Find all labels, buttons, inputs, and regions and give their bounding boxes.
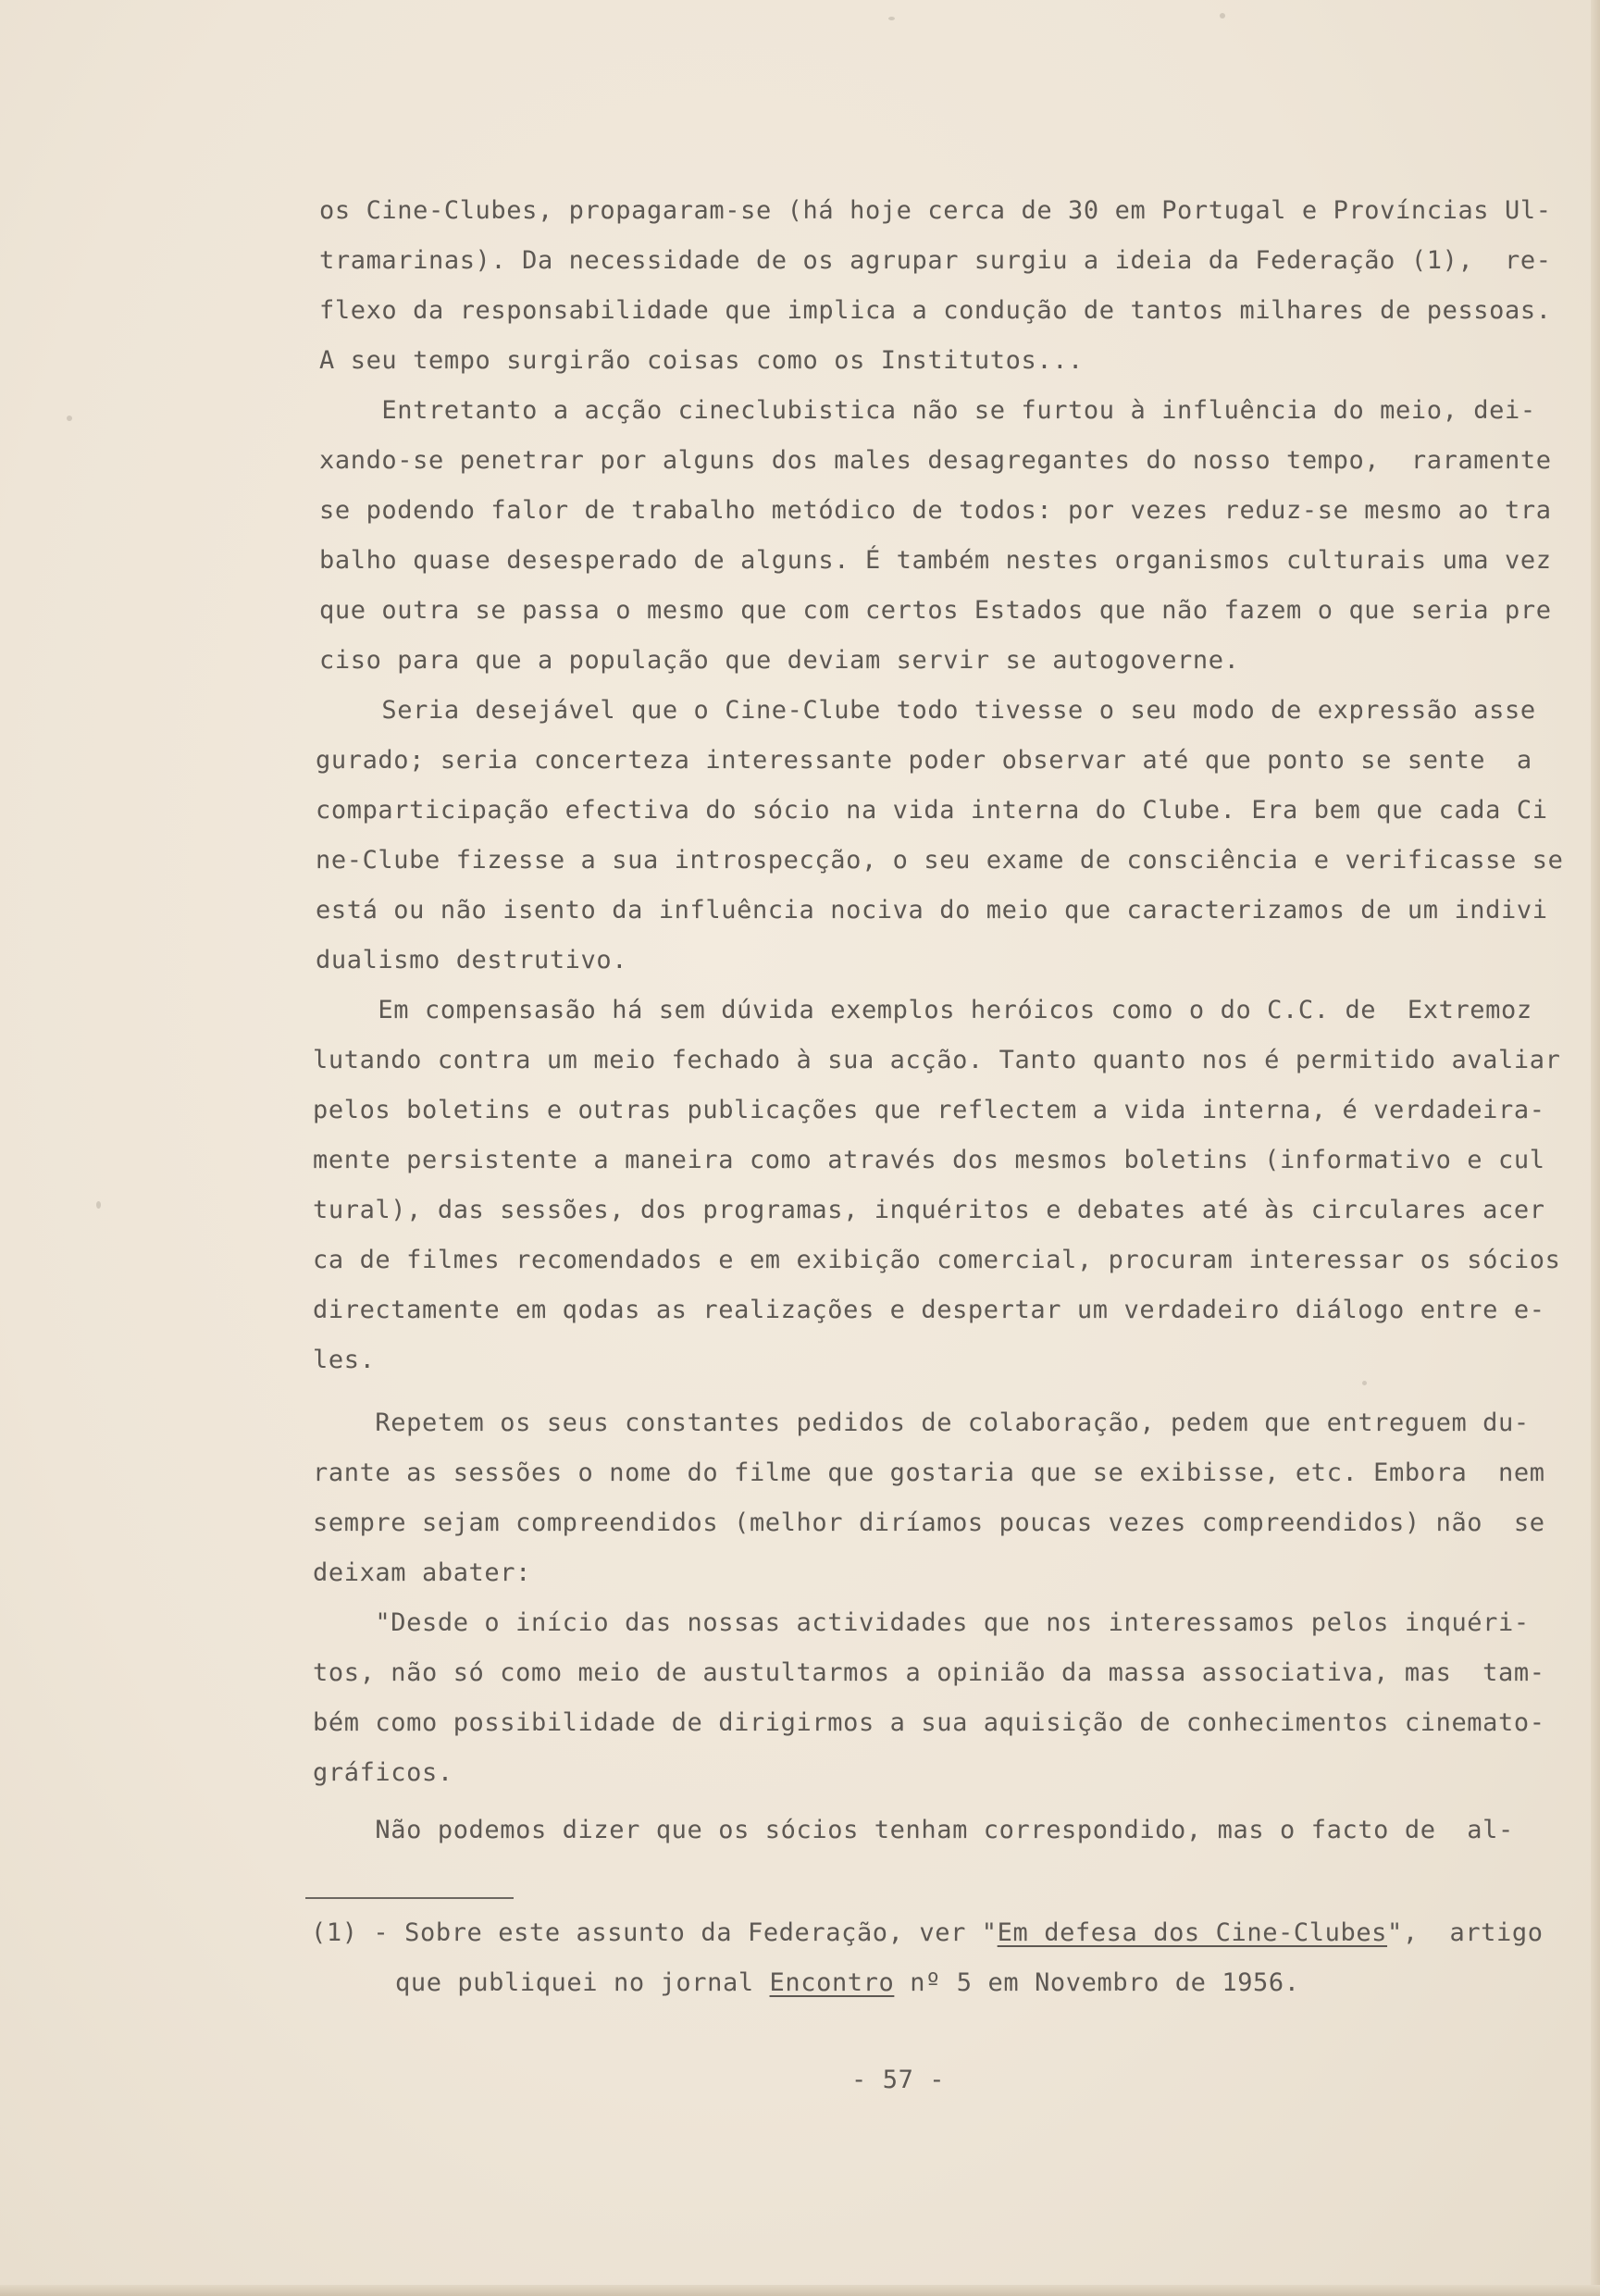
body-line: xando-se penetrar por alguns dos males desagregantes do nosso tempo, raramente xyxy=(319,446,1552,475)
footnote-article-title: Em defesa dos Cine-Clubes xyxy=(997,1918,1388,1947)
page-edge-bottom xyxy=(0,2285,1600,2296)
body-line: mente persistente a maneira como através dos mesmos boletins (informativo e cul xyxy=(313,1146,1545,1174)
paper-speck xyxy=(67,416,72,421)
paper-speck xyxy=(96,1201,101,1209)
body-line: ciso para que a população que deviam servir se autogoverne. xyxy=(319,646,1240,675)
body-line: que outra se passa o mesmo que com certos Estados que não fazem o que seria pre xyxy=(319,596,1552,625)
body-line: se podendo falor de trabalho metódico de todos: por vezes reduz-se mesmo ao tra xyxy=(319,496,1552,525)
body-line: comparticipação efectiva do sócio na vida interna do Clube. Era bem que cada Ci xyxy=(316,796,1548,825)
body-line: balho quase desesperado de alguns. É também nestes organismos culturais uma vez xyxy=(319,546,1552,575)
page-edge-right xyxy=(1591,0,1600,2296)
footnote-text: ", artigo xyxy=(1387,1918,1544,1947)
footnote-line-1 xyxy=(311,1917,1544,1950)
body-line: les. xyxy=(313,1346,376,1374)
body-line: Entretanto a acção cineclubistica não se furtou à influência do meio, dei- xyxy=(319,396,1536,425)
body-line: sempre sejam compreendidos (melhor diríamos poucas vezes compreendidos) não se xyxy=(313,1508,1545,1537)
body-line: lutando contra um meio fechado à sua acção. Tanto quanto nos é permitido avaliar xyxy=(313,1046,1561,1074)
body-line: flexo da responsabilidade que implica a condução de tantos milhares de pessoas. xyxy=(319,296,1552,325)
footnote-line-2 xyxy=(395,1967,1300,2000)
body-line: pelos boletins e outras publicações que reflectem a vida interna, é verdadeira- xyxy=(313,1096,1545,1124)
body-line: Repetem os seus constantes pedidos de colaboração, pedem que entreguem du- xyxy=(313,1409,1530,1437)
body-line: gráficos. xyxy=(313,1758,453,1787)
body-line: A seu tempo surgirão coisas como os Institutos... xyxy=(319,346,1084,375)
body-line: Não podemos dizer que os sócios tenham correspondido, mas o facto de al- xyxy=(313,1816,1514,1844)
body-line: rante as sessões o nome do filme que gostaria que se exibisse, etc. Embora nem xyxy=(313,1458,1545,1487)
footnote-journal-title: Encontro xyxy=(769,1968,895,1997)
paper-speck xyxy=(888,17,895,20)
body-line: tramarinas). Da necessidade de os agrupar surgiu a ideia da Federação (1), re- xyxy=(319,246,1552,275)
body-line: bém como possibilidade de dirigirmos a sua aquisição de conhecimentos cinemato- xyxy=(313,1708,1545,1737)
body-line: Em compensasão há sem dúvida exemplos heróicos como o do C.C. de Extremoz xyxy=(316,996,1532,1024)
footnote-separator xyxy=(305,1897,514,1899)
body-line: ca de filmes recomendados e em exibição comercial, procuram interessar os sócios xyxy=(313,1246,1561,1274)
body-line: Seria desejável que o Cine-Clube todo tivesse o seu modo de expressão asse xyxy=(319,696,1536,725)
page-number: - 57 - xyxy=(851,2066,946,2094)
footnote-text: que publiquei no jornal xyxy=(395,1968,770,1997)
body-line: tural), das sessões, dos programas, inquéritos e debates até às circulares acer xyxy=(313,1196,1545,1224)
body-line: dualismo destrutivo. xyxy=(316,946,628,974)
body-line: gurado; seria concerteza interessante poder observar até que ponto se sente a xyxy=(316,746,1532,775)
paper-speck xyxy=(1220,13,1225,19)
body-line: deixam abater: xyxy=(313,1558,531,1587)
body-line: tos, não só como meio de austultarmos a opinião da massa associativa, mas tam- xyxy=(313,1658,1545,1687)
body-line: ne-Clube fizesse a sua introspecção, o seu exame de consciência e verificasse se xyxy=(316,846,1564,875)
footnote-text: Sobre este assunto da Federação, ver " xyxy=(404,1918,998,1947)
body-line: está ou não isento da influência nociva do meio que caracterizamos de um indivi xyxy=(316,896,1548,925)
footnote-text: nº 5 em Novembro de 1956. xyxy=(894,1968,1300,1997)
paper-speck xyxy=(1362,1381,1367,1385)
footnote-marker: (1) - xyxy=(311,1918,405,1947)
body-line: directamente em qodas as realizações e despertar um verdadeiro diálogo entre e- xyxy=(313,1296,1545,1324)
body-line: "Desde o início das nossas actividades que nos interessamos pelos inquéri- xyxy=(313,1608,1530,1637)
body-line: os Cine-Clubes, propagaram-se (há hoje cerca de 30 em Portugal e Províncias Ul- xyxy=(319,196,1552,225)
